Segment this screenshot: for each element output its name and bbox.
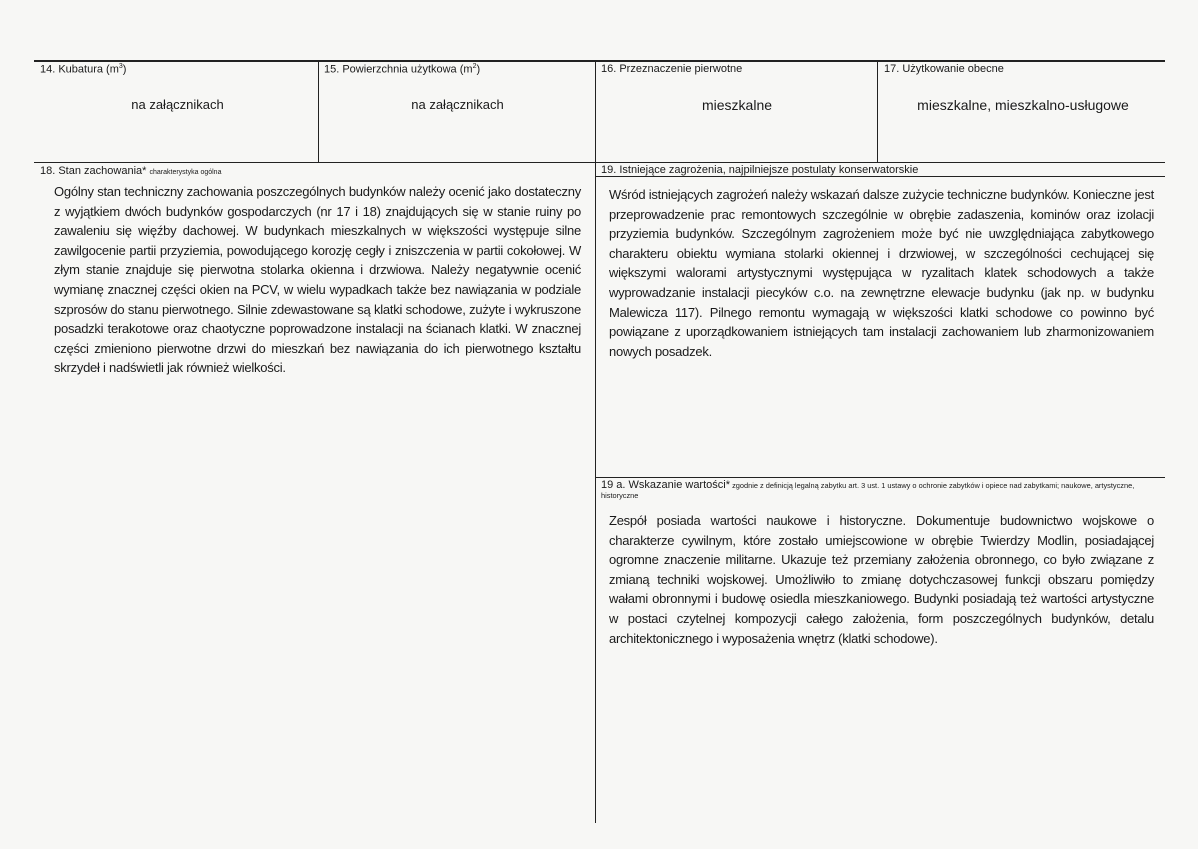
- top-border: [34, 60, 1165, 62]
- section-18-text: Ogólny stan techniczny zachowania poszczególnych budynków należy ocenić jako dostateczny z wyjątkiem dwóch budynków gospodarczych (nr 17 i 18) znajdujących się w stanie ruiny po zawaleniu się więźby dachowej. W budynkach mieszkalnych w większości występuje silne zawilgocenie partii przyziemia, powodującego korozję cegły i zniszczenia w partii cokołowej. W złym stanie znajduje się pierwotna stolarka okienna i drzwiowa. Należy negatywnie ocenić wymianę znacznej części okien na PCV, w wielu wypadkach także bez nawiązania w podziale szprosów do stanu pierwotnego. Silnie zdewastowane są klatki schodowe, zużyte i wykruszone posadzki terakotowe oraz chaotyczne poprowadzone instalacji na ścianach klatki. W znacznej części zmieniono pierwotne drzwi do mieszkań bez nawiązania do ich pierwotnego kształtu skrzydeł i nadświetli jak również wielkości.: [54, 184, 581, 376]
- cell-17-label: 17. Użytkowanie obecne: [884, 63, 1004, 75]
- section-19-text: Wśród istniejących zagrożeń należy wskazań dalsze zużycie techniczne budynków. Konieczne jest przeprowadzenie prac remontowych szczególnie w obrębie zadaszenia, kominów oraz izolacji przyziemia budynków. Szczególnym zagrożeniem może być nie uwzględniająca zabytkowego charakteru obiektu wymiana stolarki okiennej i drzwiowej, w szczególności cechującej się większymi walorami artystycznymi występująca w ryzalitach klatek schodowych a także wyprowadzanie instalacji piecyków c.o. na zewnętrzne elewacje budynku (jak np. w budynku Malewicza 117). Pilnego remontu wymagają w większości klatki schodowe co powinno być powiązane z uporządkowaniem istniejących tam instalacji zachowaniem lub zharmonizowaniem nowych posadzek.: [609, 187, 1154, 359]
- cell-15-label: 15. Powierzchnia użytkowa $(m^2)$: [324, 63, 481, 76]
- section-19a-note: zgodnie z definicją legalną zabytku art. 3 ust. 1 ustawy o ochronie zabytków i opiece nad zabytkami; naukowe, artystyczne, historyczne: [601, 481, 1135, 500]
- section-19a-label: 19 a. Wskazanie wartości*: [601, 479, 730, 491]
- row1-bottom-border: [34, 162, 1165, 163]
- section-19a-header: [601, 480, 1161, 501]
- cell-14-value: na załącznikach: [131, 97, 224, 112]
- col-divider-1: [318, 61, 319, 163]
- cell-16-value: mieszkalne: [701, 97, 773, 113]
- cell-17-value: mieszkalne, mieszkalno-usługowe: [917, 97, 1129, 113]
- section-18-note: charakterystyka ogólna: [149, 169, 222, 176]
- cell-14-label: 14. Kubatura $(m^3)$: [40, 63, 127, 76]
- section-18-label: 18. Stan zachowania* charakterystyka ogólna: [40, 165, 222, 177]
- section19a-top-border: [595, 477, 1165, 478]
- cell-15-value: na załącznikach: [411, 97, 504, 112]
- cell-16-label: 16. Przeznaczenie pierwotne: [601, 63, 743, 75]
- col-divider-3: [877, 61, 878, 163]
- section-19a-text: Zespół posiada wartości naukowe i historyczne. Dokumentuje budownictwo wojskowe o charakterze cywilnym, które zostało umiejscowione w obrębie Twierdzy Modlin, posiadającej ogromne znaczenie militarne. Ukazuje też przemiany założenia obronnego, co było związane z zmianą techniki wojskowej. Umożliwiło to zmianę dotychczasowej funkcji obszaru pomiędzy wałami obronnymi i budowę osiedla mieszkaniowego. Budynki posiadają też wartości artystyczne w postaci czytelnej kompozycji całego założenia, form poszczególnych budynków, detalu architektonicznego i wyposażenia wnętrz (klatki schodowe).: [609, 513, 1154, 646]
- section-19-label: 19. Istniejące zagrożenia, najpilniejsze postulaty konserwatorskie: [601, 164, 919, 176]
- section19-label-underline: [595, 176, 1165, 177]
